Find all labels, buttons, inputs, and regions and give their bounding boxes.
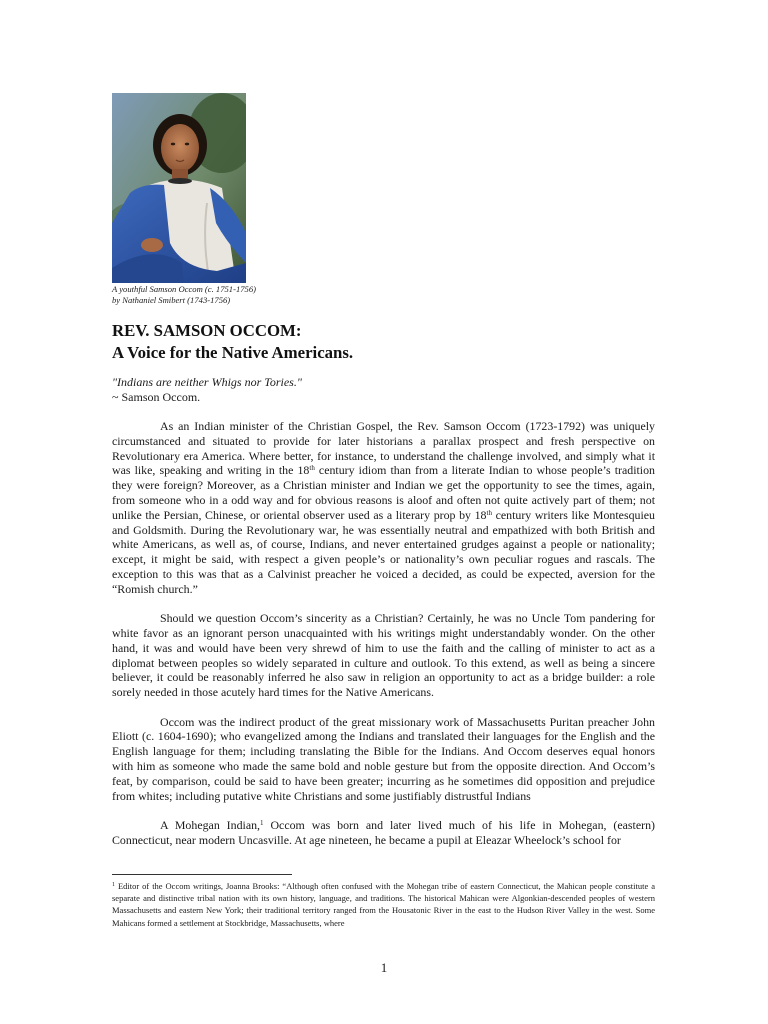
article-body [112, 419, 655, 848]
page-number: 1 [380, 960, 388, 975]
epigraph-quote: "Indians are neither Whigs nor Tories." [112, 375, 302, 389]
paragraph-1-part-c: century writers like Montesquieu and Goldsmith. During the Revolutionary war, he was essentially neutral and empathized with both British and white Americans, as well as, of course, Indians, and never entertained grudges against a people or nationality; except, it might be said, with respect a given people’s or nationality’s own peculiar rogues and rascals. The exception to this was that as a Calvinist preacher he voiced a decided, as could be expected, aversion for the “Romish church.” [112, 507, 655, 596]
caption-line-1: A youthful Samson Occom (c. 1751-1756) [112, 284, 256, 294]
epigraph-attribution: ~ Samson Occom. [112, 390, 201, 404]
paragraph-1 [112, 419, 655, 597]
caption-line-2: by Nathaniel Smibert (1743-1756) [112, 295, 231, 305]
portrait-caption [112, 284, 372, 306]
ordinal-suffix: th [309, 464, 315, 473]
portrait-painting [112, 93, 246, 283]
footnote-divider [112, 874, 292, 875]
paragraph-1-part-a: As an Indian minister of the Christian Gospel, the Rev. Samson Occom (1723-1792) was uniquely circumstanced and situated to provide for later historians a parallax prospect and fresh perspective on Revolutionary era America. Where better, for instance, to understand the challenge involved, and simply what it was like, speaking and writing in the 18 [112, 419, 655, 478]
paragraph-1-part-b: century idiom than from a literate Indian to whose people’s tradition they were foreign? Moreover, as a Christian minister and Indian we get the opportunity to see the times, again, from someone who in a odd way and for obvious reasons is aloof and often not quite actively part of them; not unlike the Persian, Chinese, or oriental observer used as a literary prop by 18 [112, 463, 655, 522]
paragraph-4-part-a: A Mohegan Indian, [160, 817, 261, 832]
article-title [112, 320, 672, 364]
paragraph-4-part-b: Occom was born and later lived much of his life in Mohegan, (eastern) Connecticut, near modern Uncasville. At age nineteen, he became a pupil at Eleazar Wheelock’s school for [112, 817, 655, 847]
footnote [112, 880, 655, 929]
title-line-1: REV. SAMSON OCCOM: [112, 321, 302, 340]
portrait-image [112, 93, 246, 283]
paragraph-3: Occom was the indirect product of the great missionary work of Massachusetts Puritan preacher John Eliott (c. 1604-1690); who evangelized among the Indians and translated their languages for the English and the English language for them; including translating the Bible for the Indians. And Occom deserves equal honors with him as someone who made the same bold and noble gesture but from the opposite direction. And Occom’s feat, by comparison, could be said to have been greater; incurring as he sometimes did opposition and prejudice from whites; including putative white Christians and some justifiably distrustful Indians [112, 714, 655, 803]
footnote-text: Editor of the Occom writings, Joanna Brooks: “Although often confused with the Mohegan tribe of eastern Connecticut, the Mahican people constitute a separate and distinctive tribal nation with its own history, language, and traditions. The historical Mahican were Algonkian-descended peoples of western Massachusetts and eastern New York; their traditional territory ranged from the Housatonic River in the east to the Hudson River Valley in the west. Some Mahicans formed a settlement at Stockbridge, Massachusetts, where [112, 881, 655, 928]
ordinal-suffix: th [486, 508, 492, 517]
title-line-2: A Voice for the Native Americans. [112, 343, 354, 362]
paragraph-2: Should we question Occom’s sincerity as a Christian? Certainly, he was no Uncle Tom pandering for white favor as an ignorant person unacquainted with his writings might understandably wonder. On the other hand, it was and would have been very shrewd of him to use the faith and the calling of minister to act as a diplomat between peoples so widely separated in culture and outlook. To this extend, as well as being a sincere believer, it could be reasonably inferred he also saw in religion an opportunity to act as a bridge builder: a role sorely needed in those acutely hard times for the Native Americans. [112, 611, 655, 700]
footnote-marker: 1 [112, 882, 115, 888]
footnote-reference: 1 [260, 818, 264, 827]
epigraph [112, 375, 652, 405]
paragraph-4 [112, 818, 655, 848]
